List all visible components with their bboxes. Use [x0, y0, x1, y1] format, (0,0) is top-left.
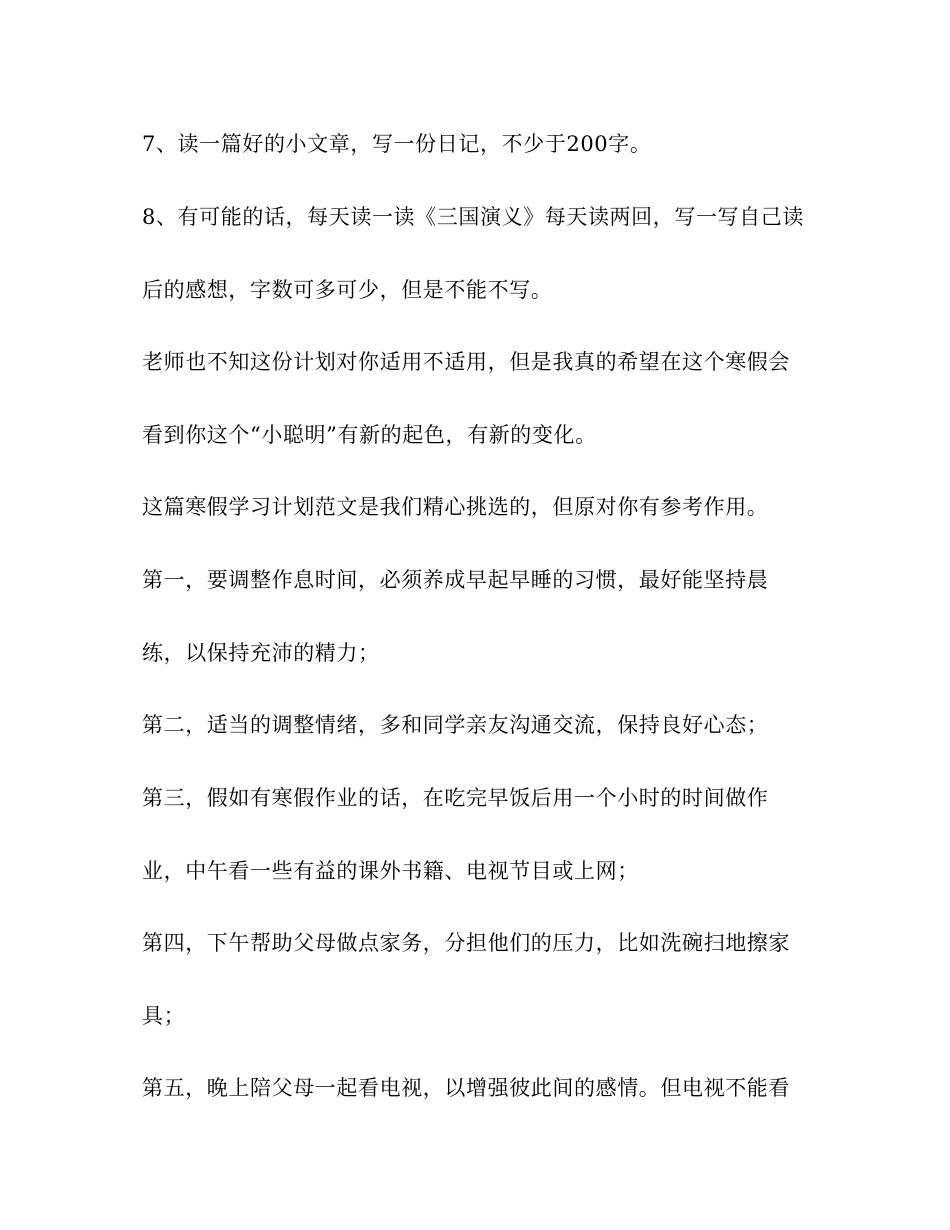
text-line-11: 业，中午看一些有益的课外书籍、电视节目或上网；: [142, 859, 639, 883]
text-line-8: 练，以保持充沛的精力；: [142, 641, 380, 665]
text-line-10: 第三，假如有寒假作业的话，在吃完早饭后用一个小时的时间做作: [142, 786, 769, 810]
text-line-7: 第一，要调整作息时间，必须养成早起早睡的习惯，最好能坚持晨: [142, 568, 769, 592]
text-line-4: 老师也不知这份计划对你适用不适用，但是我真的希望在这个寒假会: [142, 350, 790, 374]
text-line-6: 这篇寒假学习计划范文是我们精心挑选的，但原对你有参考作用。: [142, 495, 769, 519]
text-line-13: 具；: [142, 1004, 186, 1028]
text-line-1: 7、读一篇好的小文章，写一份日记，不少于200字。: [142, 132, 652, 156]
text-line-3: 后的感想，字数可多可少，但是不能不写。: [142, 278, 553, 302]
text-line-9: 第二，适当的调整情绪，多和同学亲友沟通交流，保持良好心态；: [142, 713, 769, 737]
text-line-2: 8、有可能的话，每天读一读《三国演义》每天读两回，写一写自己读: [142, 205, 804, 229]
text-line-12: 第四，下午帮助父母做点家务，分担他们的压力，比如洗碗扫地擦家: [142, 931, 790, 955]
text-line-14: 第五，晚上陪父母一起看电视，以增强彼此间的感情。但电视不能看: [142, 1076, 790, 1100]
text-line-5: 看到你这个“小聪明”有新的起色，有新的变化。: [142, 423, 597, 447]
